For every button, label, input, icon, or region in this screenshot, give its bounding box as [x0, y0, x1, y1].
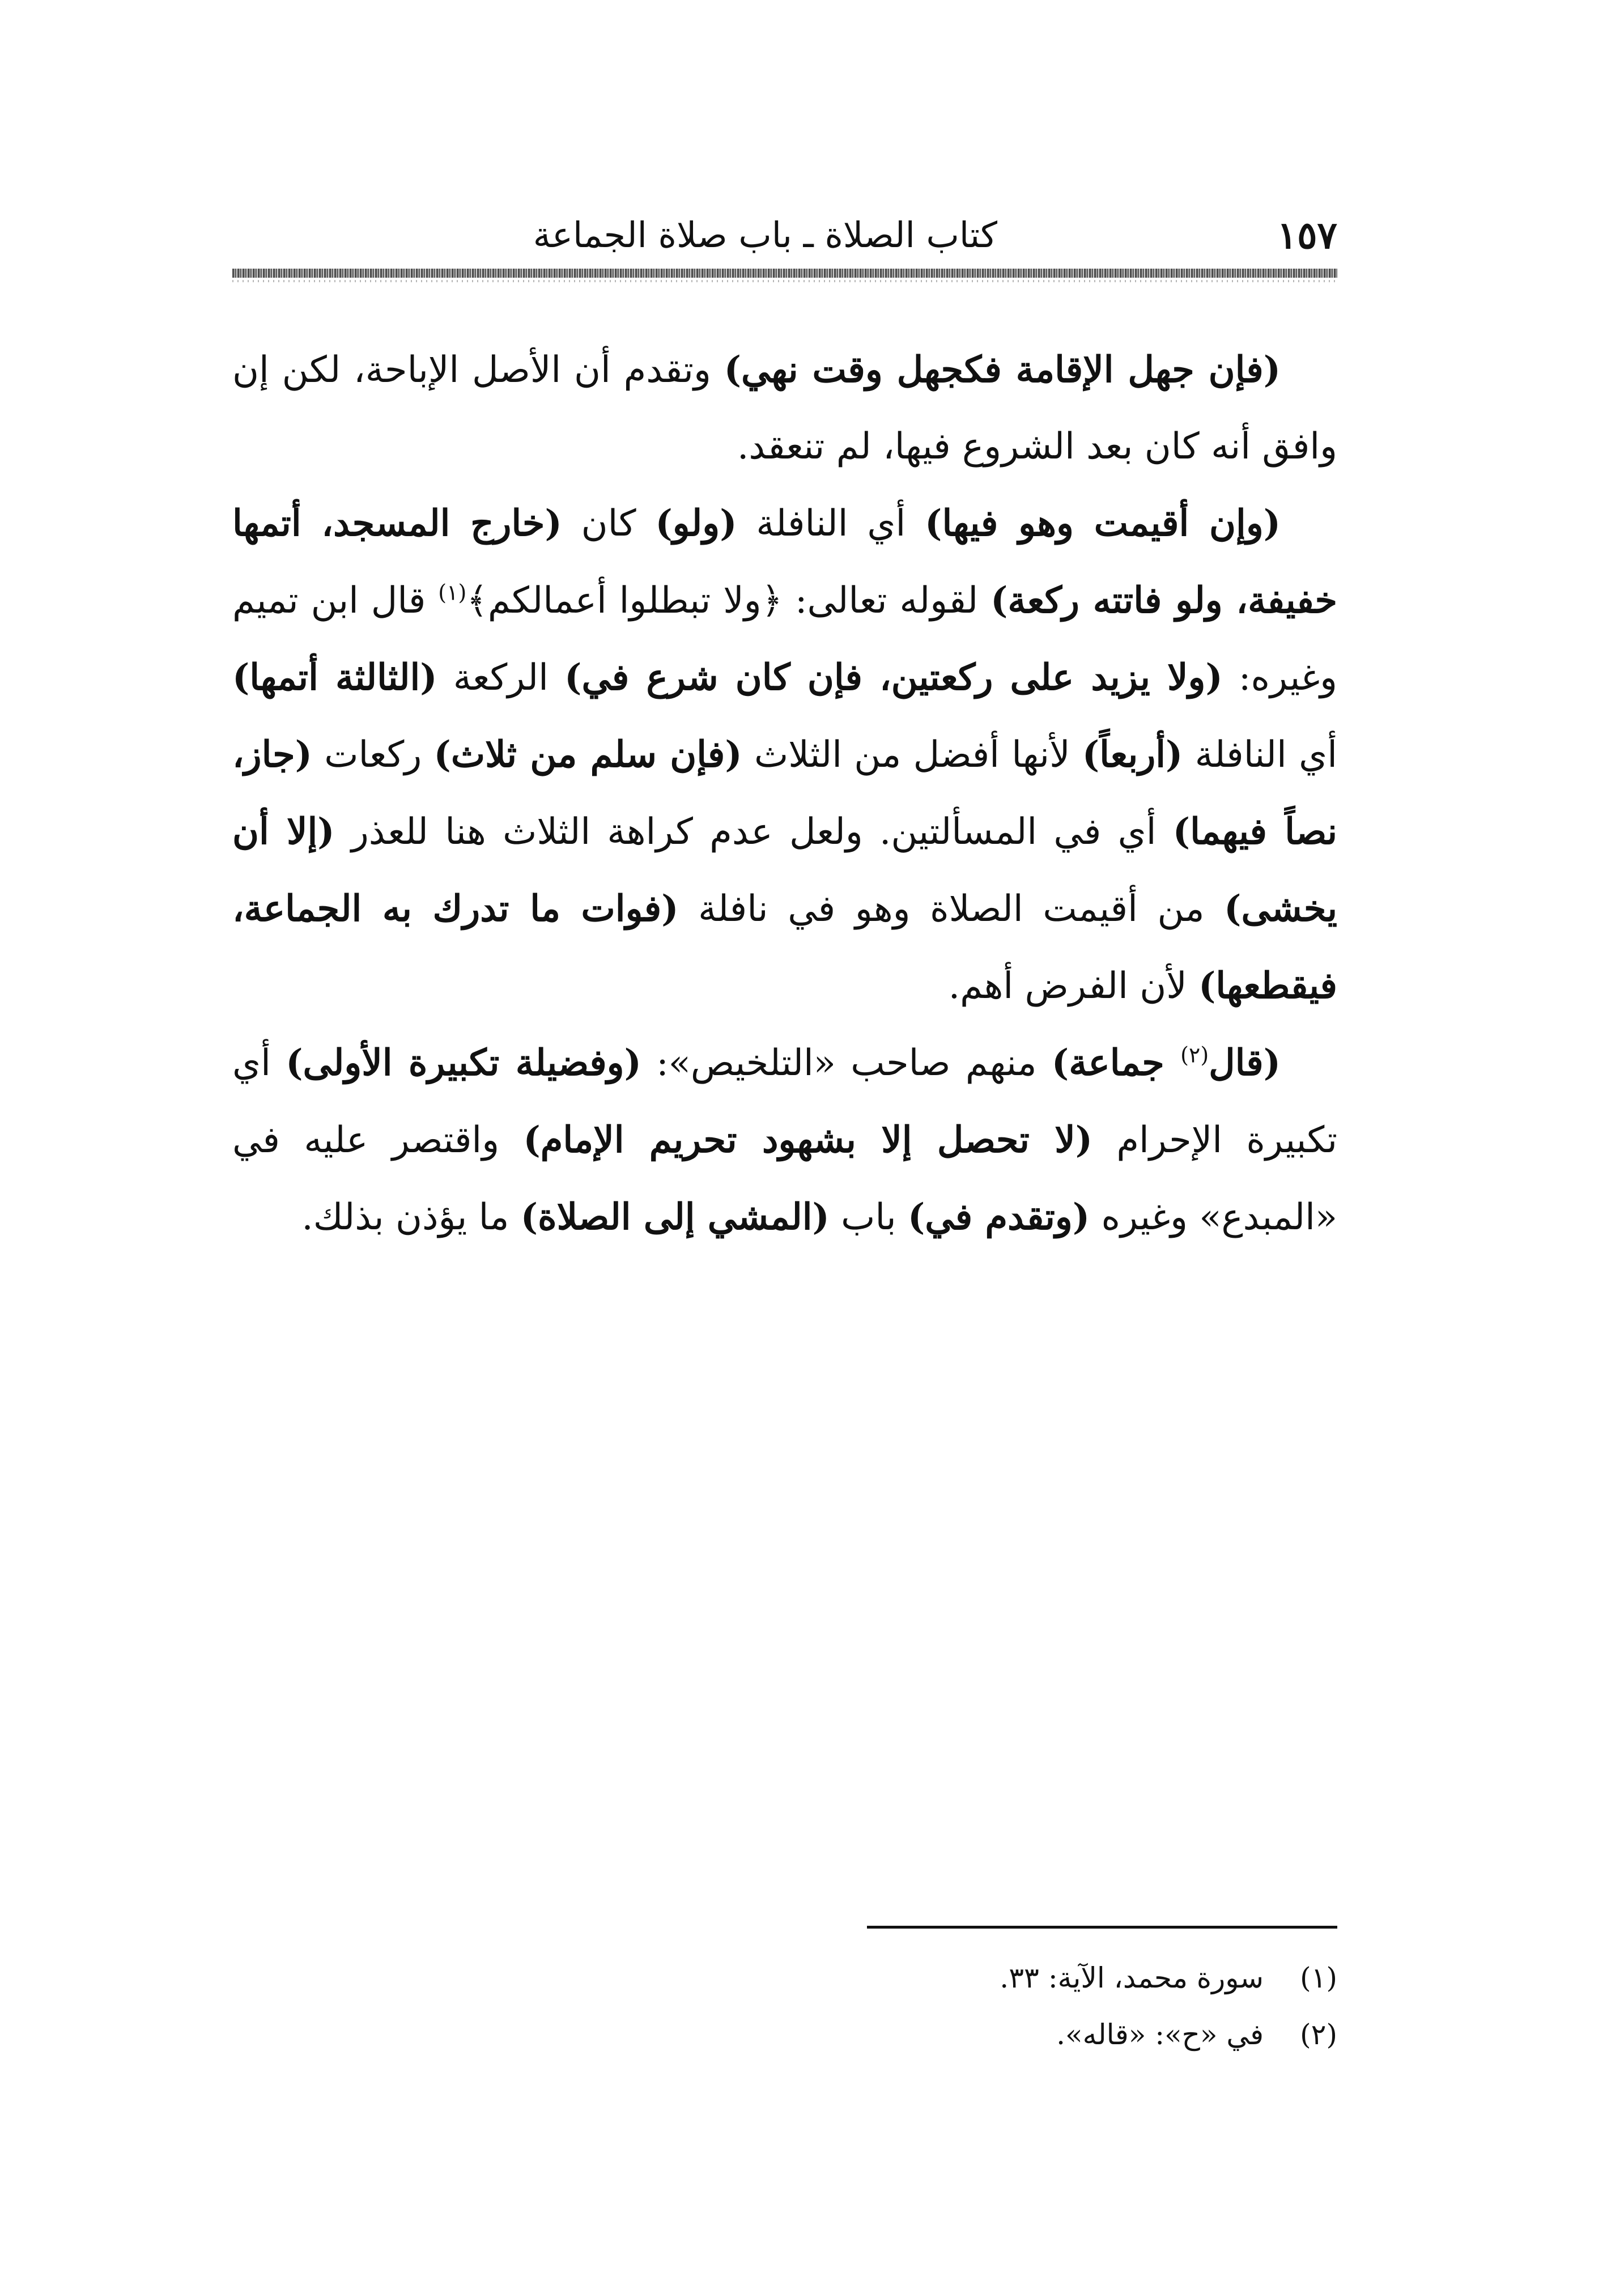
matn-text: (المشي إلى الصلاة): [520, 1196, 830, 1238]
matn-text: (ولا يزيد على ركعتين، فإن كان شرع في): [564, 656, 1223, 699]
page-number: ١٥٧: [1277, 213, 1337, 257]
matn-text: (أربعاً): [1082, 733, 1183, 776]
running-title: كتاب الصلاة ـ باب صلاة الجماعة: [533, 214, 997, 256]
matn-text: جماعة): [1051, 1042, 1181, 1084]
header-rule: [232, 269, 1337, 278]
footnote-text: في «ح»: «قاله».: [1056, 2018, 1264, 2051]
matn-text: (وفضيلة تكبيرة الأولى): [286, 1042, 641, 1084]
matn-text: (خارج المسجد، أتمها خفيفة، ولو فاتته ركعة): [232, 502, 1338, 622]
paragraph-3: [232, 1025, 1337, 1256]
sharh-text: واقتصر عليه في «المبدع» وغيره: [232, 1119, 1337, 1238]
footnote-ref-2: (٢): [1180, 1042, 1209, 1068]
sharh-text: قال ابن تميم وغيره:: [232, 580, 1338, 699]
matn-text: (إلا أن يخشى): [232, 810, 1338, 930]
matn-text: (فإن جهل الإقامة فكجهل وقت نهي): [724, 349, 1281, 391]
matn-text: (الثالثة أتمها): [232, 656, 437, 699]
paragraph-2: [232, 485, 1337, 1025]
sharh-text: أي تكبيرة الإحرام: [232, 1042, 1338, 1161]
matn-text: (جاز، نصاً فيهما): [232, 733, 1338, 853]
sharh-text: كان: [562, 503, 656, 545]
matn-text: (لا تحصل إلا بشهود تحريم الإمام): [523, 1119, 1093, 1161]
footnote-2: [232, 2006, 1337, 2063]
sharh-text: أي في المسألتين. ولعل عدم كراهة الثلاث هنا للعذر: [334, 811, 1173, 853]
matn-text: (فإن سلم من ثلاث): [433, 733, 742, 776]
matn-text: (فوات ما تدرك به الجماعة، فيقطعها): [232, 888, 1337, 1007]
page-header: [232, 210, 1337, 261]
matn-text: (قال: [1209, 1042, 1281, 1084]
footnote-ref-1: (١): [438, 580, 467, 605]
matn-text: (وإن أقيمت وهو فيها): [925, 502, 1281, 545]
sharh-text: من أقيمت الصلاة وهو في نافلة: [678, 888, 1225, 930]
paragraph-1: [232, 332, 1337, 485]
sharh-text: وتقدم أن الأصل الإباحة، لكن إن وافق أنه كان بعد الشروع فيها، لم تنعقد.: [232, 349, 1337, 468]
sharh-text: لأن الفرض أهم.: [948, 965, 1199, 1007]
sharh-text: أي النافلة: [1183, 734, 1338, 776]
sharh-text: باب: [829, 1196, 908, 1238]
matn-text: (ولو): [655, 502, 737, 545]
footnote-text: سورة محمد، الآية: ٣٣.: [1000, 1961, 1264, 1994]
footnote-1: [232, 1950, 1337, 2006]
sharh-text: منهم صاحب «التلخيص»:: [641, 1042, 1052, 1084]
sharh-text: أي النافلة: [737, 503, 925, 545]
footnote-number: (٢): [1300, 2018, 1337, 2051]
sharh-text: ركعات: [312, 734, 434, 776]
sharh-text: لأنها أفضل من الثلاث: [742, 734, 1082, 776]
matn-text: (وتقدم في): [908, 1196, 1090, 1238]
footnotes: [232, 1950, 1337, 2063]
sharh-text: لقوله تعالى: ﴿ولا تبطلوا أعمالكم﴾: [466, 580, 991, 622]
footnote-separator: [867, 1926, 1337, 1929]
sharh-text: الركعة: [437, 657, 565, 699]
main-text: [232, 332, 1337, 1256]
footnote-number: (١): [1300, 1961, 1337, 1994]
sharh-text: ما يؤذن بذلك.: [301, 1196, 521, 1238]
